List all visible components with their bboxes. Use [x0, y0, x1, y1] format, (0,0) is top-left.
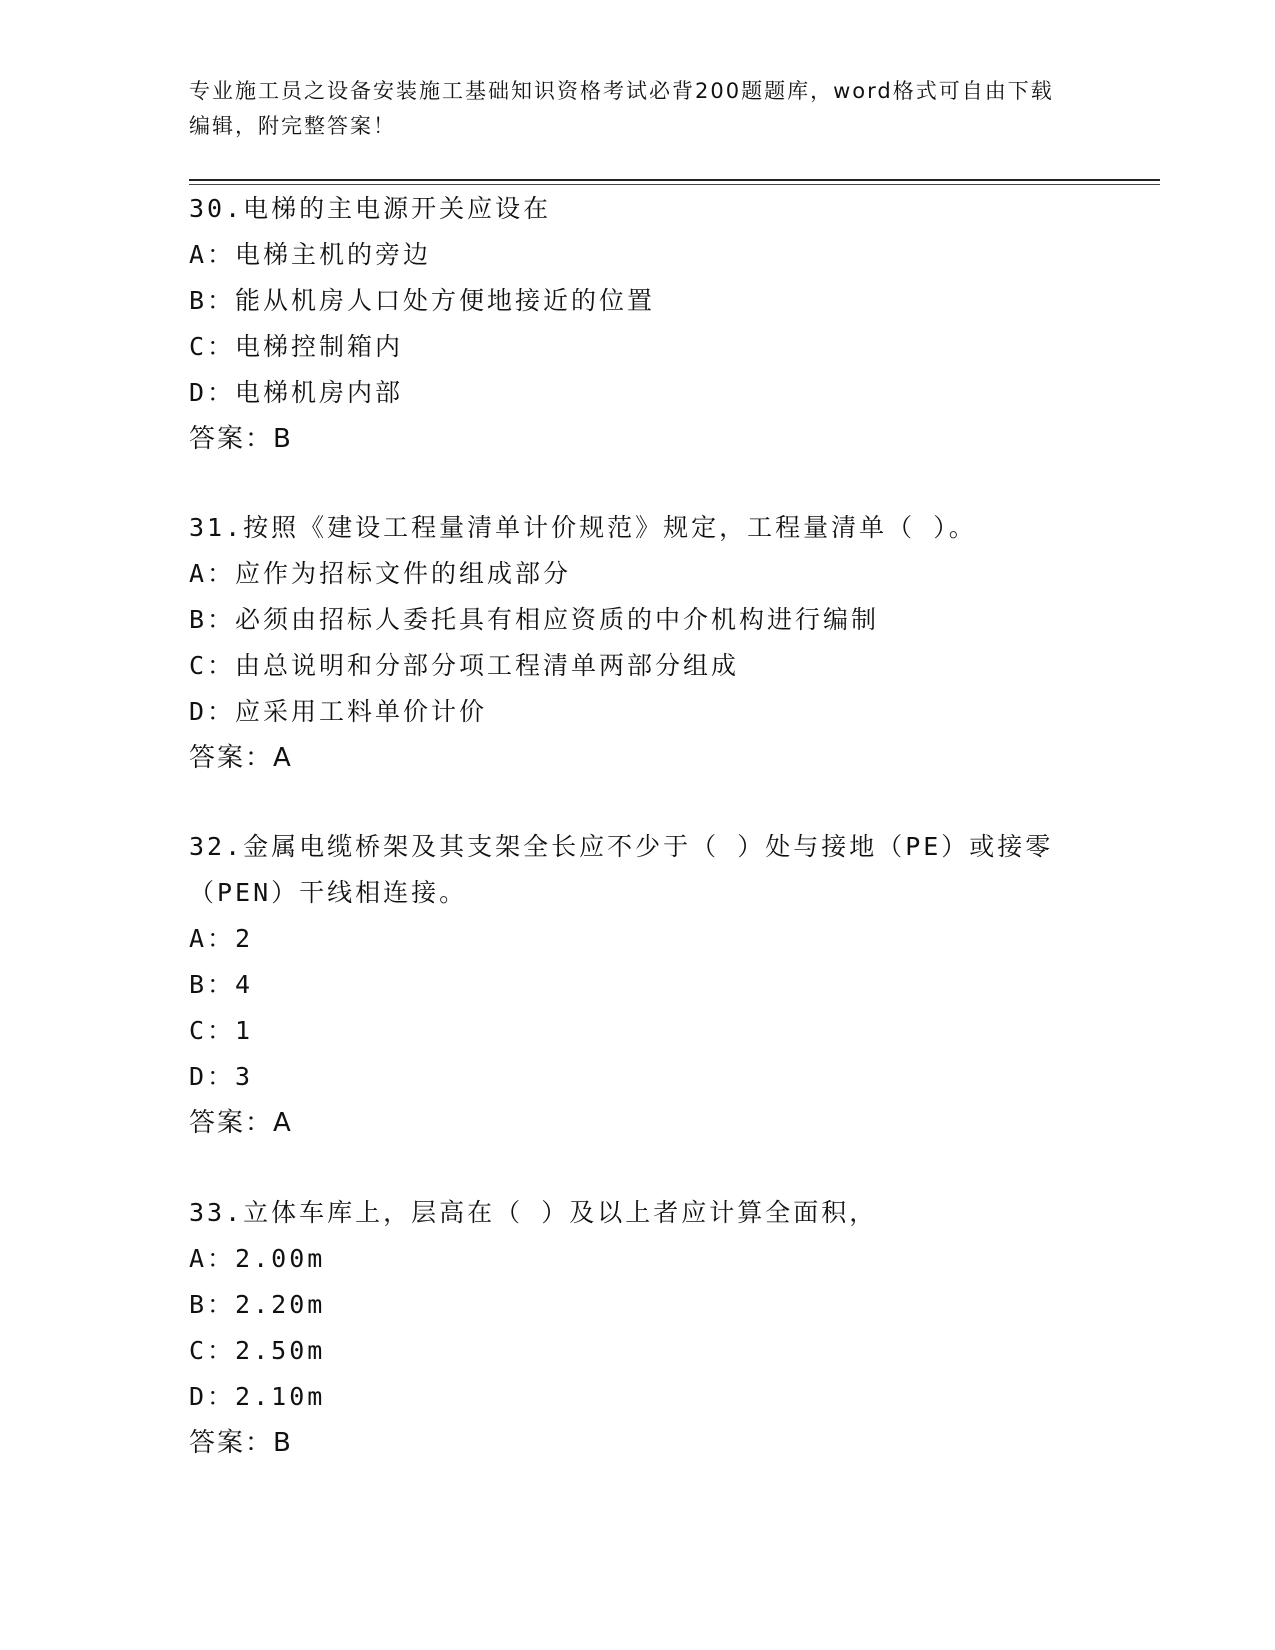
header-divider-thin — [189, 184, 1160, 185]
option-c: C：1 — [189, 1016, 254, 1045]
option-d: D：应采用工料单价计价 — [189, 697, 488, 726]
answer-line: 答案：A — [189, 743, 293, 773]
document-header: 专业施工员之设备安装施工基础知识资格考试必背200题题库，word格式可自由下载编辑，附完整答案！ — [189, 79, 1054, 138]
option-b: B：能从机房人口处方便地接近的位置 — [189, 286, 656, 315]
option-a: A：应作为招标文件的组成部分 — [189, 559, 572, 588]
option-a: A：2.00m — [189, 1244, 326, 1273]
answer-line: 答案：A — [189, 1108, 293, 1138]
question-stem: 33.立体车库上，层高在（ ）及以上者应计算全面积， — [189, 1198, 878, 1227]
question-stem: 30.电梯的主电源开关应设在 — [189, 194, 552, 223]
answer-line: 答案：B — [189, 424, 293, 454]
option-d: D：3 — [189, 1062, 254, 1091]
option-a: A：2 — [189, 924, 254, 953]
question-30 — [189, 186, 1089, 462]
option-d: D：2.10m — [189, 1382, 326, 1411]
option-c: C：由总说明和分部分项工程清单两部分组成 — [189, 651, 740, 680]
question-31 — [189, 505, 1089, 781]
option-b: B：2.20m — [189, 1290, 326, 1319]
option-d: D：电梯机房内部 — [189, 378, 404, 407]
question-32 — [189, 824, 1089, 1146]
option-b: B：4 — [189, 970, 254, 999]
option-a: A：电梯主机的旁边 — [189, 240, 432, 269]
option-c: C：2.50m — [189, 1336, 326, 1365]
question-stem: 32.金属电缆桥架及其支架全长应不少于（ ）处与接地（PE）或接零（PEN）干线相连接。 — [189, 832, 1054, 907]
option-b: B：必须由招标人委托具有相应资质的中介机构进行编制 — [189, 605, 880, 634]
question-33 — [189, 1190, 1089, 1466]
question-stem: 31.按照《建设工程量清单计价规范》规定，工程量清单（ ）。 — [189, 513, 977, 542]
header-divider — [189, 179, 1160, 181]
answer-line: 答案：B — [189, 1428, 293, 1458]
option-c: C：电梯控制箱内 — [189, 332, 404, 361]
